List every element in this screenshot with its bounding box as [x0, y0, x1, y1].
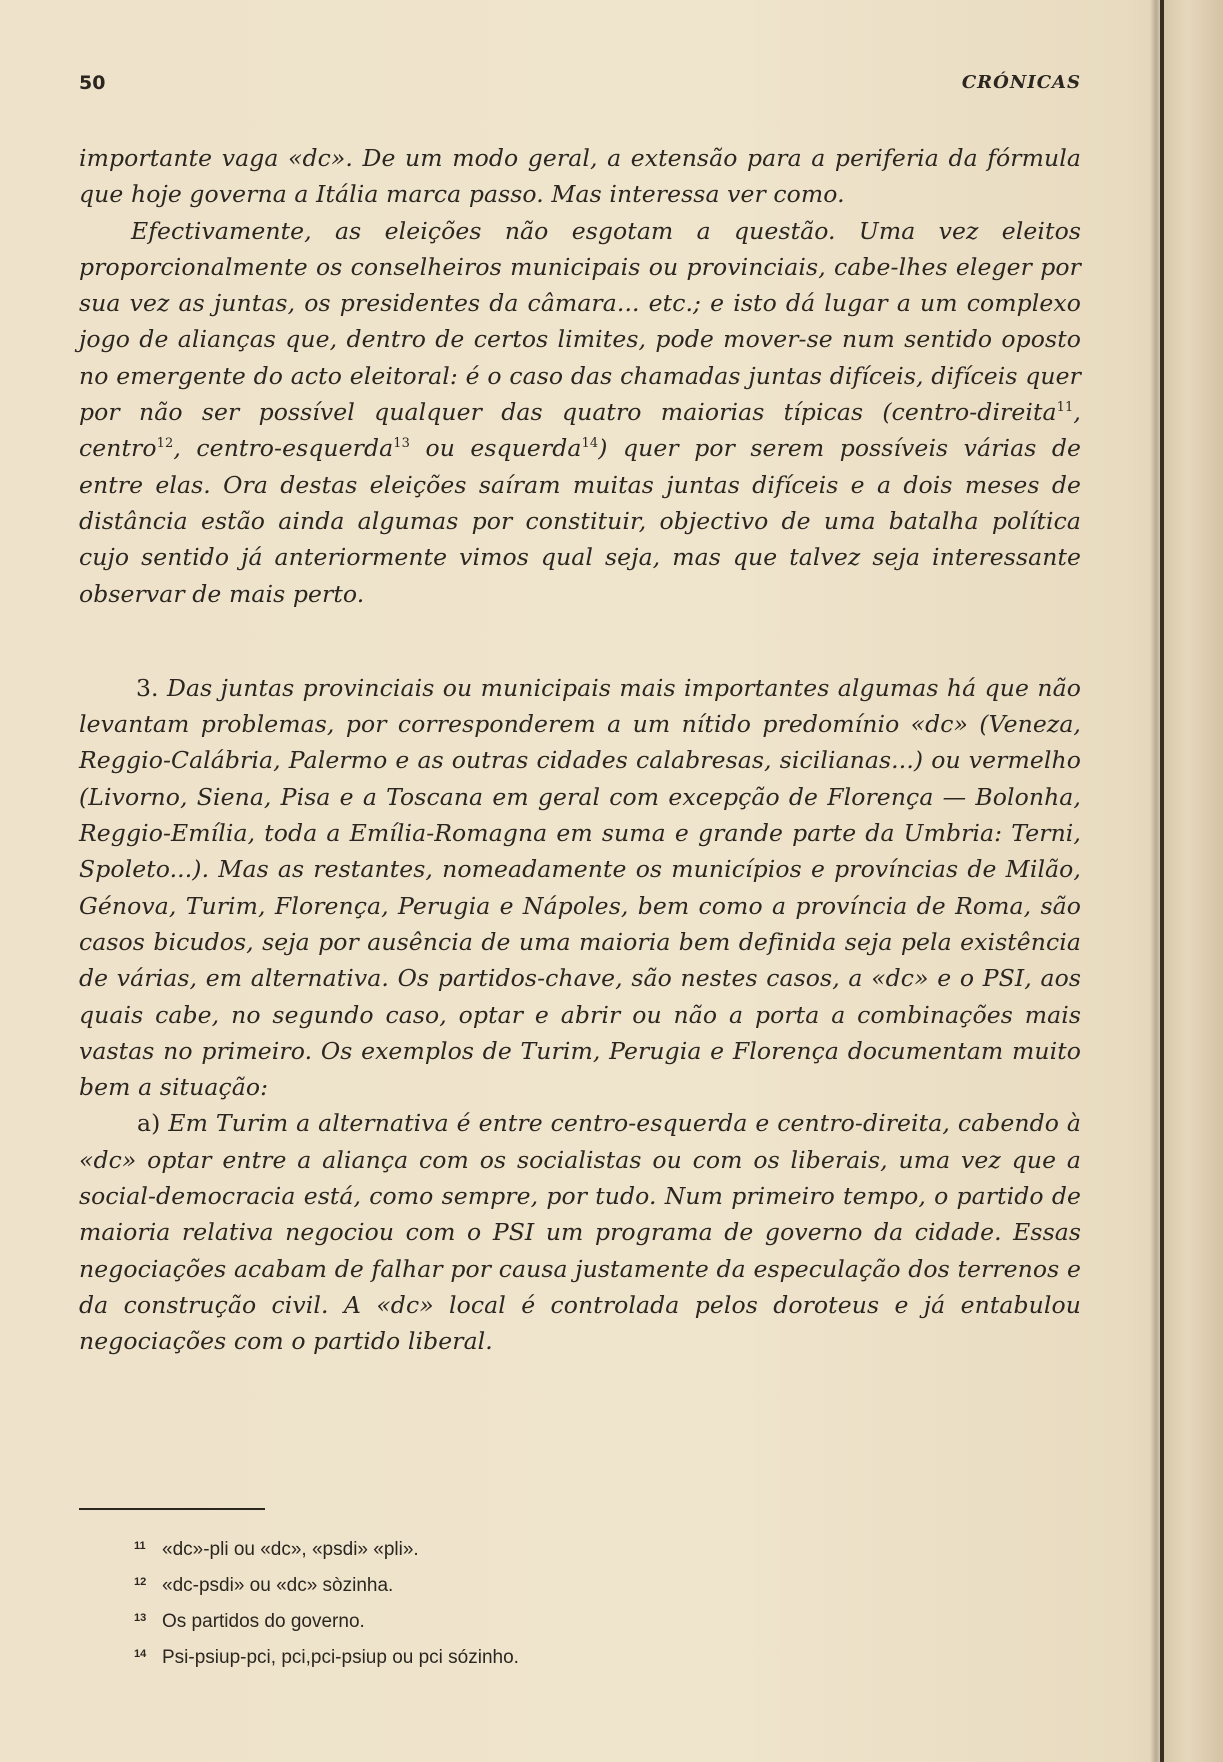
footnote-mark: 12	[134, 1576, 147, 1588]
paragraph-3-text: Das juntas provinciais ou municipais mais importantes algumas há que não levantam problemas, por corresponderem a um nítido predomínio «dc» (Veneza, Reggio-Calábria, Palermo e as outras cidades calabresas, sicilianas...) ou vermelho (Livorno, Siena, Pisa e a Toscana em geral com excepção de Florença — Bolonha, Reggio-Emília, toda a Emília-Romagna em suma e grande parte da Umbria: Terni, Spoleto...). Mas as restantes, nomeadamente os municípios e províncias de Milão, Génova, Turim, Florença, Perugia e Nápoles, bem como a província de Roma, são casos bicudos, seja por ausência de uma maioria bem definida seja pela existência de várias, em alternativa. Os partidos-chave, são nestes casos, a «dc» e o PSI, aos quais cabe, no segundo caso, optar e abrir ou não a porta a combinações mais vastas no primeiro. Os exemplos de Turim, Perugia e Florença documentam muito bem a situação:	[79, 673, 1081, 1102]
footnote-ref-11: 11	[1056, 400, 1074, 416]
footnote-rule	[79, 1508, 265, 1510]
footnote-ref-12: 12	[156, 436, 174, 452]
facing-page-edge	[1164, 0, 1223, 1762]
page-header	[79, 72, 1081, 100]
footnote-ref-13: 13	[393, 436, 410, 452]
footnote-13	[134, 1602, 1034, 1638]
paragraph-4	[79, 1105, 1081, 1359]
paragraph-2-text-c: , centro-esquerda	[173, 434, 394, 463]
footnote-text: Os partidos do governo.	[162, 1611, 365, 1632]
paragraph-2	[79, 213, 1081, 612]
section-number: 3.	[136, 673, 159, 702]
paragraph-2-text-a: Efectivamente, as eleições não esgotam a questão. Uma vez eleitos proporcionalmente os conselheiros municipais ou provinciais, cabe-lhes eleger por sua vez as juntas, os presidentes da câmara... etc.; e isto dá lugar a um complexo jogo de alianças que, dentro de certos limites, pode mover-se num sentido oposto no emergente do acto eleitoral: é o caso das chamadas juntas difíceis, difíceis quer por não ser possível qualquer das quatro maiorias típicas (centro-direita	[79, 216, 1081, 427]
footnote-text: «dc-psdi» ou «dc» sòzinha.	[162, 1575, 394, 1596]
paragraph-2-text-d: ou esquerda	[409, 434, 582, 463]
footnote-mark: 11	[134, 1540, 146, 1552]
item-label-a: a)	[137, 1109, 161, 1138]
body-text	[79, 140, 1081, 1360]
paragraph-2-text-b: , centro	[79, 398, 1081, 463]
paragraph-2-text-e: ) quer por serem possíveis várias de entre elas. Ora destas eleições saíram muitas juntas difíceis e a dois meses de distância estão ainda algumas por constituir, objectivo de uma batalha política cujo sentido já anteriormente vimos qual seja, mas que talvez seja interessante observar de mais perto.	[79, 434, 1081, 608]
footnote-ref-14: 14	[581, 436, 599, 452]
paragraph-1-text: importante vaga «dc». De um modo geral, a extensão para a periferia da fórmula que hoje governa a Itália marca passo. Mas interessa ver como.	[79, 144, 1081, 209]
footnote-12	[134, 1566, 1034, 1602]
running-head: CRÓNICAS	[961, 72, 1081, 93]
footnote-mark: 14	[134, 1648, 147, 1660]
paragraph-1	[79, 140, 1081, 213]
paragraph-4-text: Em Turim a alternativa é entre centro-esquerda e centro-direita, cabendo à «dc» optar entre a aliança com os socialistas ou com os liberais, uma vez que a social-democracia está, como sempre, por tudo. Num primeiro tempo, o partido de maioria relativa negociou com o PSI um programa de governo da cidade. Essas negociações acabam de falhar por causa justamente da especulação dos terrenos e da construção civil. A «dc» local é controlada pelos doroteus e já entabulou negociações com o partido liberal.	[79, 1109, 1081, 1356]
footnote-text: «dc»-pli ou «dc», «psdi» «pli».	[162, 1539, 419, 1560]
footnote-mark: 13	[134, 1612, 147, 1624]
footnote-11	[134, 1530, 1034, 1566]
footnotes	[134, 1530, 1034, 1674]
page-number: 50	[79, 72, 106, 94]
footnote-14	[134, 1638, 1034, 1674]
footnote-text: Psi-psiup-pci, pci,pci-psiup ou pci sózinho.	[162, 1647, 519, 1668]
paragraph-3	[79, 670, 1081, 1106]
section-gap	[79, 612, 1081, 670]
